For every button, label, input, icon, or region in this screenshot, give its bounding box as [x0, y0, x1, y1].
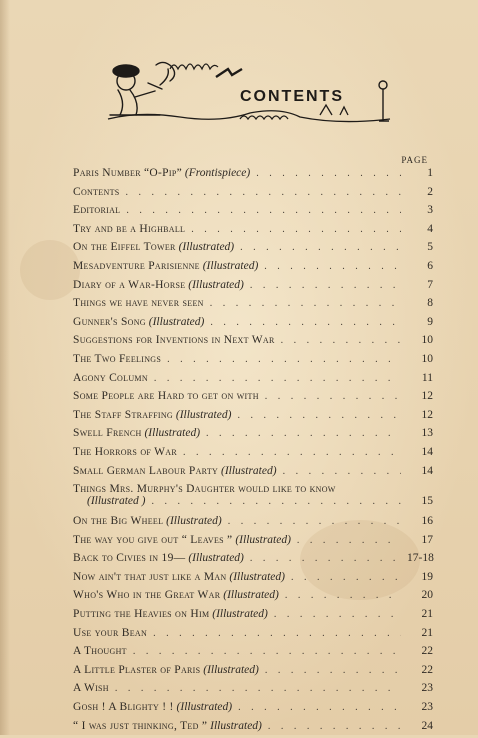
toc-entry [73, 446, 433, 465]
toc-entry-page: 15 [421, 495, 433, 508]
dot-leader [274, 609, 401, 620]
toc-entry-title: The way you give out “ Leaves ” [73, 533, 233, 546]
toc-entry-title: Contents [73, 185, 120, 198]
toc-entry-title: On the Big Wheel [73, 515, 164, 528]
toc-entry-page: 14 [421, 464, 433, 477]
toc-entry [73, 571, 433, 590]
toc-entry-title: Gunner's Song [73, 315, 146, 328]
toc-entry-page: 17 [421, 533, 433, 546]
toc-entry-page: 13 [421, 427, 433, 440]
dot-leader [285, 590, 401, 601]
toc-entry-title: On the Eiffel Tower [73, 241, 176, 254]
toc-entry-title: Who's Who in the Great War [73, 589, 221, 602]
toc-entry [73, 390, 433, 409]
dot-leader [133, 646, 401, 657]
toc-entry [73, 483, 433, 515]
toc-entry [73, 701, 433, 720]
toc-entry-note: (Illustrated) [148, 315, 205, 328]
toc-entry [73, 627, 433, 646]
toc-entry-title: The Two Feelings [73, 352, 162, 365]
toc-entry [73, 372, 433, 391]
toc-entry-title: Gosh ! A Blighty ! ! [73, 701, 174, 714]
toc-entry-page: 9 [427, 315, 433, 328]
toc-entry-title: Back to Civies in 19— [73, 552, 186, 565]
toc-entry [73, 260, 433, 279]
toc-entry [73, 167, 433, 186]
toc-entry [73, 204, 433, 223]
ground-scribble [108, 105, 390, 122]
toc-entry-title: Things Mrs. Murphy's Daughter would like to know [73, 483, 336, 496]
toc-entry-title: The Staff Straffing [73, 408, 173, 421]
toc-entry-page: 12 [421, 408, 433, 421]
dot-leader [115, 683, 401, 694]
toc-entry [73, 409, 433, 428]
dot-leader [153, 628, 401, 639]
toc-entry-page: 21 [421, 626, 433, 639]
dot-leader [154, 373, 401, 384]
toc-entry [73, 316, 433, 335]
toc-entry-page: 23 [421, 682, 433, 695]
toc-entry-page: 6 [427, 259, 433, 272]
toc-entry-page: 19 [421, 570, 433, 583]
toc-entry-note: (Illustrated) [176, 701, 233, 714]
toc-entry-page: 1 [427, 167, 433, 179]
toc-entry-note: (Illustrated) [203, 663, 259, 676]
toc-entry-page: 11 [421, 371, 433, 384]
dot-leader [281, 335, 401, 346]
dot-leader [238, 702, 401, 713]
toc-entry-note: (Illustrated) [202, 259, 259, 272]
hand-lettering-scribble [170, 64, 242, 77]
toc-entry-page: 16 [421, 515, 433, 528]
toc-entry [73, 664, 433, 683]
toc-entry-page: 8 [427, 297, 433, 310]
dot-leader [228, 516, 401, 527]
toc-entry-note: Illustrated) [210, 719, 262, 732]
toc-entry-page: 4 [427, 222, 433, 235]
toc-entry-note: (Illustrated) [220, 464, 277, 477]
toc-entry [73, 334, 433, 353]
toc-entry-title: A Wish [73, 682, 109, 695]
toc-entry-note: (Illustrated) [178, 241, 235, 254]
toc-entry-title: Diary of a War-Horse [73, 278, 186, 291]
toc-entry-title: Swell French [73, 427, 142, 440]
dot-leader [126, 187, 401, 198]
dot-leader [250, 280, 401, 291]
toc-entry-title: Putting the Heavies on Him [73, 608, 210, 621]
toc-entry-title: A Little Plaster of Paris [73, 663, 201, 676]
dot-leader [206, 428, 401, 439]
toc-entry [73, 515, 433, 534]
contents-header-illustration [100, 55, 400, 130]
toc-entry-page: 22 [421, 645, 433, 658]
toc-entry [73, 241, 433, 260]
table-of-contents [73, 167, 433, 738]
toc-entry-title: The Horrors of War [73, 445, 178, 458]
dot-leader [291, 572, 401, 583]
toc-entry [73, 353, 433, 372]
toc-entry-note: (Illustrated) [188, 278, 244, 291]
toc-entry-page: 21 [421, 608, 433, 621]
toc-entry-note: (Illustrated) [212, 608, 268, 621]
toc-entry-page: 2 [427, 185, 433, 198]
dot-leader [210, 317, 401, 328]
toc-entry-note: (Illustrated) [235, 533, 291, 546]
toc-entry [73, 608, 433, 627]
dot-leader [237, 410, 401, 421]
toc-entry [73, 682, 433, 701]
toc-entry-title: Suggestions for Inventions in Next War [73, 334, 275, 347]
toc-entry [73, 465, 433, 484]
dot-leader [297, 535, 401, 546]
dot-leader [240, 242, 401, 253]
paper-edge [0, 0, 10, 735]
toc-entry-page: 20 [421, 589, 433, 602]
toc-entry-note: (Illustrated) [229, 570, 285, 583]
toc-entry [73, 720, 433, 738]
contents-heading: CONTENTS [240, 88, 344, 105]
toc-entry [73, 427, 433, 446]
dot-leader [256, 168, 401, 179]
toc-entry [73, 645, 433, 664]
toc-entry-line [73, 483, 433, 495]
toc-entry-page: 22 [421, 663, 433, 676]
toc-entry-note: (Illustrated) [223, 589, 279, 602]
toc-entry [73, 297, 433, 316]
toc-entry-title: Mesadventure Parisienne [73, 259, 200, 272]
dot-leader [265, 665, 401, 676]
toc-entry-title: Small German Labour Party [73, 464, 219, 477]
toc-entry [73, 279, 433, 298]
dot-leader [183, 447, 401, 458]
toc-entry-page: 17-18 [407, 552, 434, 565]
toc-entry-title: Some People are Hard to get on with [73, 390, 259, 403]
dot-leader [265, 391, 401, 402]
toc-entry-page: 5 [427, 241, 433, 254]
toc-entry-note: (Illustrated) [144, 427, 201, 440]
page-column-label: PAGE [401, 155, 428, 165]
toc-entry-page: 24 [421, 719, 433, 732]
toc-entry-note: (Illustrated) [188, 552, 244, 565]
toc-entry-page: 23 [421, 701, 433, 714]
dot-leader [264, 261, 401, 272]
dot-leader [151, 496, 401, 507]
toc-entry-page: 10 [421, 352, 433, 365]
toc-entry-note: (Illustrated) [175, 408, 232, 421]
toc-entry-note: (Illustrated ) [87, 495, 146, 508]
toc-entry [73, 534, 433, 553]
toc-entry-title: Agony Column [73, 371, 148, 384]
toc-entry-page: 3 [427, 204, 433, 217]
toc-entry-page: 14 [421, 445, 433, 458]
dot-leader [268, 721, 401, 732]
toc-entry-page: 7 [427, 278, 433, 291]
toc-entry [73, 223, 433, 242]
toc-entry-note: (Illustrated) [166, 515, 222, 528]
toc-entry-line [73, 495, 433, 511]
dot-leader [210, 298, 401, 309]
toc-entry-title: Paris Number “O-Pip” [73, 167, 182, 179]
toc-entry [73, 186, 433, 205]
toc-entry-title: Try and be a Highball [73, 222, 186, 235]
dot-leader [250, 553, 401, 564]
toc-entry-page: 10 [421, 334, 433, 347]
toc-entry-note: (Frontispiece) [184, 167, 251, 179]
dot-leader [283, 466, 401, 477]
toc-entry-title: Use your Bean [73, 626, 148, 639]
dot-leader [191, 224, 401, 235]
toc-entry [73, 552, 433, 571]
dot-leader [126, 205, 401, 216]
paper-stain [20, 240, 80, 300]
toc-entry [73, 589, 433, 608]
toc-entry-title: Editorial [73, 204, 121, 217]
toc-entry-title: A Thought [73, 645, 127, 658]
toc-entry-title: Things we have never seen [73, 297, 204, 310]
toc-entry-title: Now ain't that just like a Man [73, 570, 227, 583]
toc-entry-title: “ I was just thinking, Ted ” [73, 719, 208, 732]
toc-entry-page: 12 [421, 390, 433, 403]
dot-leader [167, 354, 401, 365]
soldier-sketch-icon [110, 62, 175, 115]
signpost-icon [379, 81, 389, 121]
